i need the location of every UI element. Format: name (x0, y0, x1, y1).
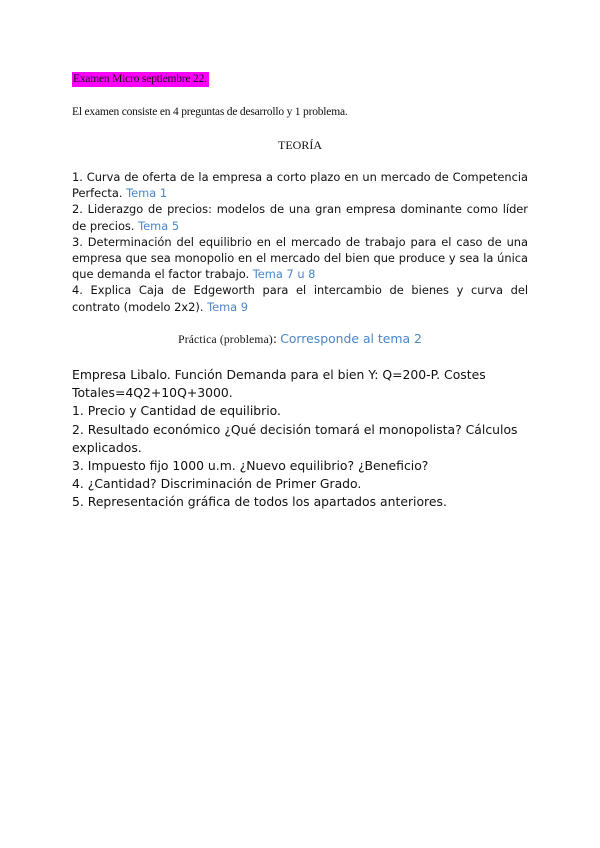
theory-question-3 (72, 234, 528, 283)
theory-question-2 (72, 201, 528, 233)
theory-question-1 (72, 169, 528, 201)
topic-link[interactable]: Tema 9 (207, 299, 249, 314)
practice-label: Práctica (problema) (178, 334, 273, 346)
theory-question-text: 2. Liderazgo de precios: modelos de una gran empresa dominante como líder de precios. (72, 202, 528, 233)
exam-intro: El examen consiste en 4 preguntas de desarrollo y 1 problema. (72, 106, 348, 118)
theory-question-text: 1. Curva de oferta de la empresa a corto plazo en un mercado de Competencia Perfecta. (72, 170, 528, 201)
practice-colon: : (272, 331, 278, 346)
topic-link[interactable]: Tema 7 u 8 (252, 267, 316, 282)
problem-item-3: 3. Impuesto fijo 1000 u.m. ¿Nuevo equilibrio? ¿Beneficio? (72, 458, 429, 474)
problem-item-5: 5. Representación gráfica de todos los apartados anteriores. (72, 494, 447, 510)
theory-question-text: 4. Explica Caja de Edgeworth para el intercambio de bienes y curva del contrato (modelo 2x2). (72, 283, 528, 314)
practice-topic-link[interactable]: Corresponde al tema 2 (280, 331, 422, 346)
exam-title: Examen Micro septiembre 22. (73, 73, 207, 85)
problem-item-1: 1. Precio y Cantidad de equilibrio. (72, 403, 281, 419)
theory-heading: TEORÍA (278, 138, 322, 152)
topic-link[interactable]: Tema 1 (126, 186, 168, 201)
topic-link[interactable]: Tema 5 (138, 218, 180, 233)
problem-item-2: 2. Resultado económico ¿Qué decisión tomará el monopolista? Cálculos explicados. (72, 421, 518, 455)
theory-question-list (72, 169, 528, 315)
theory-question-text: 3. Determinación del equilibrio en el mercado de trabajo para el caso de una empresa que sea monopolio en el mercado del bien que produce y sea la única que demanda el factor trabajo. (72, 234, 528, 282)
problem-statement (72, 366, 542, 512)
problem-intro: Empresa Libalo. Función Demanda para el bien Y: Q=200-P. Costes Totales=4Q2+10Q+3000. (72, 367, 486, 401)
theory-question-4 (72, 282, 528, 314)
practice-heading (0, 331, 600, 347)
problem-item-4: 4. ¿Cantidad? Discriminación de Primer Grado. (72, 476, 362, 492)
